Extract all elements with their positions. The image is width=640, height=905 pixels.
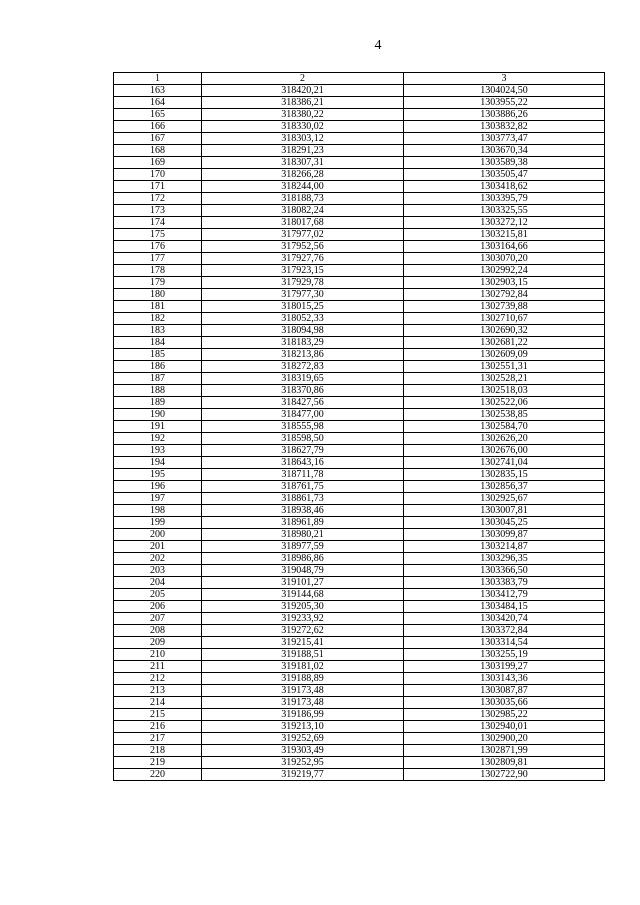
y-coordinate-cell: 1302528,21 <box>404 373 605 385</box>
x-coordinate-cell: 318015,25 <box>202 301 404 313</box>
x-coordinate-cell: 318643,16 <box>202 457 404 469</box>
point-number-cell: 218 <box>114 745 202 757</box>
table-row <box>114 325 605 337</box>
point-number-cell: 204 <box>114 577 202 589</box>
y-coordinate-cell: 1302792,84 <box>404 289 605 301</box>
y-coordinate-cell: 1303035,66 <box>404 697 605 709</box>
table-row <box>114 241 605 253</box>
point-number-cell: 186 <box>114 361 202 373</box>
x-coordinate-cell: 318627,79 <box>202 445 404 457</box>
y-coordinate-cell: 1302710,67 <box>404 313 605 325</box>
table-row <box>114 721 605 733</box>
y-coordinate-cell: 1302522,06 <box>404 397 605 409</box>
x-coordinate-cell: 319101,27 <box>202 577 404 589</box>
x-coordinate-cell: 318183,29 <box>202 337 404 349</box>
y-coordinate-cell: 1303215,81 <box>404 229 605 241</box>
y-coordinate-cell: 1303670,34 <box>404 145 605 157</box>
y-coordinate-cell: 1303087,87 <box>404 685 605 697</box>
x-coordinate-cell: 318711,78 <box>202 469 404 481</box>
y-coordinate-cell: 1302551,31 <box>404 361 605 373</box>
x-coordinate-cell: 318980,21 <box>202 529 404 541</box>
x-coordinate-cell: 319205,30 <box>202 601 404 613</box>
point-number-cell: 178 <box>114 265 202 277</box>
table-row <box>114 337 605 349</box>
x-coordinate-cell: 319252,95 <box>202 757 404 769</box>
y-coordinate-cell: 1302871,99 <box>404 745 605 757</box>
y-coordinate-cell: 1303395,79 <box>404 193 605 205</box>
table-row <box>114 661 605 673</box>
point-number-cell: 168 <box>114 145 202 157</box>
x-coordinate-cell: 319233,92 <box>202 613 404 625</box>
point-number-cell: 203 <box>114 565 202 577</box>
y-coordinate-cell: 1302985,22 <box>404 709 605 721</box>
point-number-cell: 214 <box>114 697 202 709</box>
point-number-cell: 167 <box>114 133 202 145</box>
table-row <box>114 745 605 757</box>
y-coordinate-cell: 1303886,26 <box>404 109 605 121</box>
point-number-cell: 212 <box>114 673 202 685</box>
table-row <box>114 757 605 769</box>
table-row <box>114 433 605 445</box>
y-coordinate-cell: 1303296,35 <box>404 553 605 565</box>
point-number-cell: 210 <box>114 649 202 661</box>
table-row <box>114 649 605 661</box>
table-row <box>114 457 605 469</box>
y-coordinate-cell: 1302992,24 <box>404 265 605 277</box>
point-number-cell: 190 <box>114 409 202 421</box>
y-coordinate-cell: 1302940,01 <box>404 721 605 733</box>
y-coordinate-cell: 1303143,36 <box>404 673 605 685</box>
x-coordinate-cell: 319303,49 <box>202 745 404 757</box>
y-coordinate-cell: 1303272,12 <box>404 217 605 229</box>
table-row <box>114 373 605 385</box>
table-row <box>114 121 605 133</box>
x-coordinate-cell: 319188,51 <box>202 649 404 661</box>
table-row <box>114 85 605 97</box>
x-coordinate-cell: 319252,69 <box>202 733 404 745</box>
table-row <box>114 145 605 157</box>
x-coordinate-cell: 319181,02 <box>202 661 404 673</box>
x-coordinate-cell: 318017,68 <box>202 217 404 229</box>
table-row <box>114 589 605 601</box>
x-coordinate-cell: 318303,12 <box>202 133 404 145</box>
y-coordinate-cell: 1303832,82 <box>404 121 605 133</box>
x-coordinate-cell: 318213,86 <box>202 349 404 361</box>
table-row <box>114 637 605 649</box>
y-coordinate-cell: 1303007,81 <box>404 505 605 517</box>
x-coordinate-cell: 318370,86 <box>202 385 404 397</box>
table-row <box>114 541 605 553</box>
x-coordinate-cell: 318082,24 <box>202 205 404 217</box>
y-coordinate-cell: 1304024,50 <box>404 85 605 97</box>
point-number-cell: 205 <box>114 589 202 601</box>
table-row <box>114 673 605 685</box>
point-number-cell: 219 <box>114 757 202 769</box>
x-coordinate-cell: 318386,21 <box>202 97 404 109</box>
table-row <box>114 313 605 325</box>
table-row <box>114 709 605 721</box>
table-row <box>114 505 605 517</box>
table-row <box>114 133 605 145</box>
y-coordinate-cell: 1302518,03 <box>404 385 605 397</box>
table-row <box>114 685 605 697</box>
x-coordinate-cell: 319272,62 <box>202 625 404 637</box>
point-number-cell: 188 <box>114 385 202 397</box>
x-coordinate-cell: 317923,15 <box>202 265 404 277</box>
y-coordinate-cell: 1303164,66 <box>404 241 605 253</box>
y-coordinate-cell: 1302856,37 <box>404 481 605 493</box>
point-number-cell: 165 <box>114 109 202 121</box>
point-number-cell: 181 <box>114 301 202 313</box>
y-coordinate-cell: 1303199,27 <box>404 661 605 673</box>
x-coordinate-cell: 318307,31 <box>202 157 404 169</box>
x-coordinate-cell: 317977,30 <box>202 289 404 301</box>
y-coordinate-cell: 1302584,70 <box>404 421 605 433</box>
table-row <box>114 385 605 397</box>
x-coordinate-cell: 319188,89 <box>202 673 404 685</box>
table-row <box>114 421 605 433</box>
table-row <box>114 733 605 745</box>
x-coordinate-cell: 319215,41 <box>202 637 404 649</box>
y-coordinate-cell: 1303484,15 <box>404 601 605 613</box>
x-coordinate-cell: 319173,48 <box>202 697 404 709</box>
y-coordinate-cell: 1302741,04 <box>404 457 605 469</box>
x-coordinate-cell: 319213,10 <box>202 721 404 733</box>
point-number-cell: 202 <box>114 553 202 565</box>
table-row <box>114 289 605 301</box>
table-row <box>114 109 605 121</box>
point-number-cell: 172 <box>114 193 202 205</box>
point-number-cell: 173 <box>114 205 202 217</box>
table-row <box>114 577 605 589</box>
table-row <box>114 625 605 637</box>
y-coordinate-cell: 1302722,90 <box>404 769 605 781</box>
y-coordinate-cell: 1303099,87 <box>404 529 605 541</box>
x-coordinate-cell: 319048,79 <box>202 565 404 577</box>
y-coordinate-cell: 1302626,20 <box>404 433 605 445</box>
point-number-cell: 206 <box>114 601 202 613</box>
point-number-cell: 183 <box>114 325 202 337</box>
point-number-cell: 207 <box>114 613 202 625</box>
y-coordinate-cell: 1303412,79 <box>404 589 605 601</box>
table-row <box>114 469 605 481</box>
x-coordinate-cell: 318961,89 <box>202 517 404 529</box>
table-row <box>114 229 605 241</box>
table-row <box>114 169 605 181</box>
y-coordinate-cell: 1302739,88 <box>404 301 605 313</box>
table-row <box>114 769 605 781</box>
x-coordinate-cell: 317952,56 <box>202 241 404 253</box>
x-coordinate-cell: 317927,76 <box>202 253 404 265</box>
point-number-cell: 164 <box>114 97 202 109</box>
y-coordinate-cell: 1302681,22 <box>404 337 605 349</box>
x-coordinate-cell: 318861,73 <box>202 493 404 505</box>
x-coordinate-cell: 318266,28 <box>202 169 404 181</box>
y-coordinate-cell: 1303418,62 <box>404 181 605 193</box>
y-coordinate-cell: 1303505,47 <box>404 169 605 181</box>
x-coordinate-cell: 319219,77 <box>202 769 404 781</box>
y-coordinate-cell: 1302690,32 <box>404 325 605 337</box>
point-number-cell: 192 <box>114 433 202 445</box>
point-number-cell: 170 <box>114 169 202 181</box>
point-number-cell: 198 <box>114 505 202 517</box>
point-number-cell: 171 <box>114 181 202 193</box>
x-coordinate-cell: 319144,68 <box>202 589 404 601</box>
point-number-cell: 193 <box>114 445 202 457</box>
x-coordinate-cell: 319186,99 <box>202 709 404 721</box>
table-row <box>114 181 605 193</box>
y-coordinate-cell: 1303773,47 <box>404 133 605 145</box>
table-row <box>114 553 605 565</box>
x-coordinate-cell: 318330,02 <box>202 121 404 133</box>
point-number-cell: 200 <box>114 529 202 541</box>
table-row <box>114 301 605 313</box>
point-number-cell: 199 <box>114 517 202 529</box>
table-row <box>114 481 605 493</box>
point-number-cell: 197 <box>114 493 202 505</box>
y-coordinate-cell: 1303070,20 <box>404 253 605 265</box>
y-coordinate-cell: 1303955,22 <box>404 97 605 109</box>
table-row <box>114 517 605 529</box>
x-coordinate-cell: 318319,65 <box>202 373 404 385</box>
table-row <box>114 157 605 169</box>
column-header: 3 <box>404 73 605 85</box>
y-coordinate-cell: 1302925,67 <box>404 493 605 505</box>
point-number-cell: 174 <box>114 217 202 229</box>
point-number-cell: 213 <box>114 685 202 697</box>
table-row <box>114 529 605 541</box>
table-row <box>114 409 605 421</box>
table-row <box>114 265 605 277</box>
y-coordinate-cell: 1303045,25 <box>404 517 605 529</box>
table-row <box>114 349 605 361</box>
x-coordinate-cell: 318598,50 <box>202 433 404 445</box>
table-row <box>114 493 605 505</box>
point-number-cell: 211 <box>114 661 202 673</box>
y-coordinate-cell: 1303383,79 <box>404 577 605 589</box>
x-coordinate-cell: 318094,98 <box>202 325 404 337</box>
y-coordinate-cell: 1303589,38 <box>404 157 605 169</box>
point-number-cell: 182 <box>114 313 202 325</box>
x-coordinate-cell: 319173,48 <box>202 685 404 697</box>
point-number-cell: 163 <box>114 85 202 97</box>
point-number-cell: 176 <box>114 241 202 253</box>
x-coordinate-cell: 318380,22 <box>202 109 404 121</box>
y-coordinate-cell: 1303255,19 <box>404 649 605 661</box>
point-number-cell: 195 <box>114 469 202 481</box>
point-number-cell: 208 <box>114 625 202 637</box>
point-number-cell: 177 <box>114 253 202 265</box>
point-number-cell: 185 <box>114 349 202 361</box>
y-coordinate-cell: 1302900,20 <box>404 733 605 745</box>
y-coordinate-cell: 1302809,81 <box>404 757 605 769</box>
x-coordinate-cell: 318188,73 <box>202 193 404 205</box>
y-coordinate-cell: 1303314,54 <box>404 637 605 649</box>
point-number-cell: 194 <box>114 457 202 469</box>
x-coordinate-cell: 318977,59 <box>202 541 404 553</box>
table-row <box>114 697 605 709</box>
table-row <box>114 193 605 205</box>
x-coordinate-cell: 318291,23 <box>202 145 404 157</box>
x-coordinate-cell: 318427,56 <box>202 397 404 409</box>
table-row <box>114 277 605 289</box>
x-coordinate-cell: 318986,86 <box>202 553 404 565</box>
x-coordinate-cell: 318420,21 <box>202 85 404 97</box>
table-header <box>114 73 605 85</box>
x-coordinate-cell: 317929,78 <box>202 277 404 289</box>
x-coordinate-cell: 318052,33 <box>202 313 404 325</box>
y-coordinate-cell: 1303325,55 <box>404 205 605 217</box>
y-coordinate-cell: 1302538,85 <box>404 409 605 421</box>
x-coordinate-cell: 318477,00 <box>202 409 404 421</box>
column-header: 1 <box>114 73 202 85</box>
y-coordinate-cell: 1303372,84 <box>404 625 605 637</box>
table-row <box>114 97 605 109</box>
point-number-cell: 191 <box>114 421 202 433</box>
column-header: 2 <box>202 73 404 85</box>
table-row <box>114 253 605 265</box>
table-row <box>114 361 605 373</box>
table-row <box>114 397 605 409</box>
point-number-cell: 179 <box>114 277 202 289</box>
point-number-cell: 189 <box>114 397 202 409</box>
point-number-cell: 216 <box>114 721 202 733</box>
x-coordinate-cell: 318938,46 <box>202 505 404 517</box>
y-coordinate-cell: 1302903,15 <box>404 277 605 289</box>
point-number-cell: 201 <box>114 541 202 553</box>
point-number-cell: 187 <box>114 373 202 385</box>
x-coordinate-cell: 318272,83 <box>202 361 404 373</box>
y-coordinate-cell: 1303214,87 <box>404 541 605 553</box>
point-number-cell: 166 <box>114 121 202 133</box>
x-coordinate-cell: 317977,02 <box>202 229 404 241</box>
table-row <box>114 217 605 229</box>
table-row <box>114 205 605 217</box>
table-row <box>114 445 605 457</box>
point-number-cell: 184 <box>114 337 202 349</box>
y-coordinate-cell: 1303420,74 <box>404 613 605 625</box>
coordinates-table <box>113 72 605 781</box>
y-coordinate-cell: 1303366,50 <box>404 565 605 577</box>
table-header-row <box>114 73 605 85</box>
table-row <box>114 613 605 625</box>
point-number-cell: 215 <box>114 709 202 721</box>
point-number-cell: 220 <box>114 769 202 781</box>
x-coordinate-cell: 318244,00 <box>202 181 404 193</box>
x-coordinate-cell: 318761,75 <box>202 481 404 493</box>
table-row <box>114 601 605 613</box>
y-coordinate-cell: 1302835,15 <box>404 469 605 481</box>
point-number-cell: 217 <box>114 733 202 745</box>
point-number-cell: 196 <box>114 481 202 493</box>
x-coordinate-cell: 318555,98 <box>202 421 404 433</box>
page-number: 4 <box>374 38 382 53</box>
y-coordinate-cell: 1302676,00 <box>404 445 605 457</box>
point-number-cell: 169 <box>114 157 202 169</box>
y-coordinate-cell: 1302609,09 <box>404 349 605 361</box>
table-row <box>114 565 605 577</box>
point-number-cell: 180 <box>114 289 202 301</box>
point-number-cell: 175 <box>114 229 202 241</box>
table-body <box>114 85 605 781</box>
point-number-cell: 209 <box>114 637 202 649</box>
